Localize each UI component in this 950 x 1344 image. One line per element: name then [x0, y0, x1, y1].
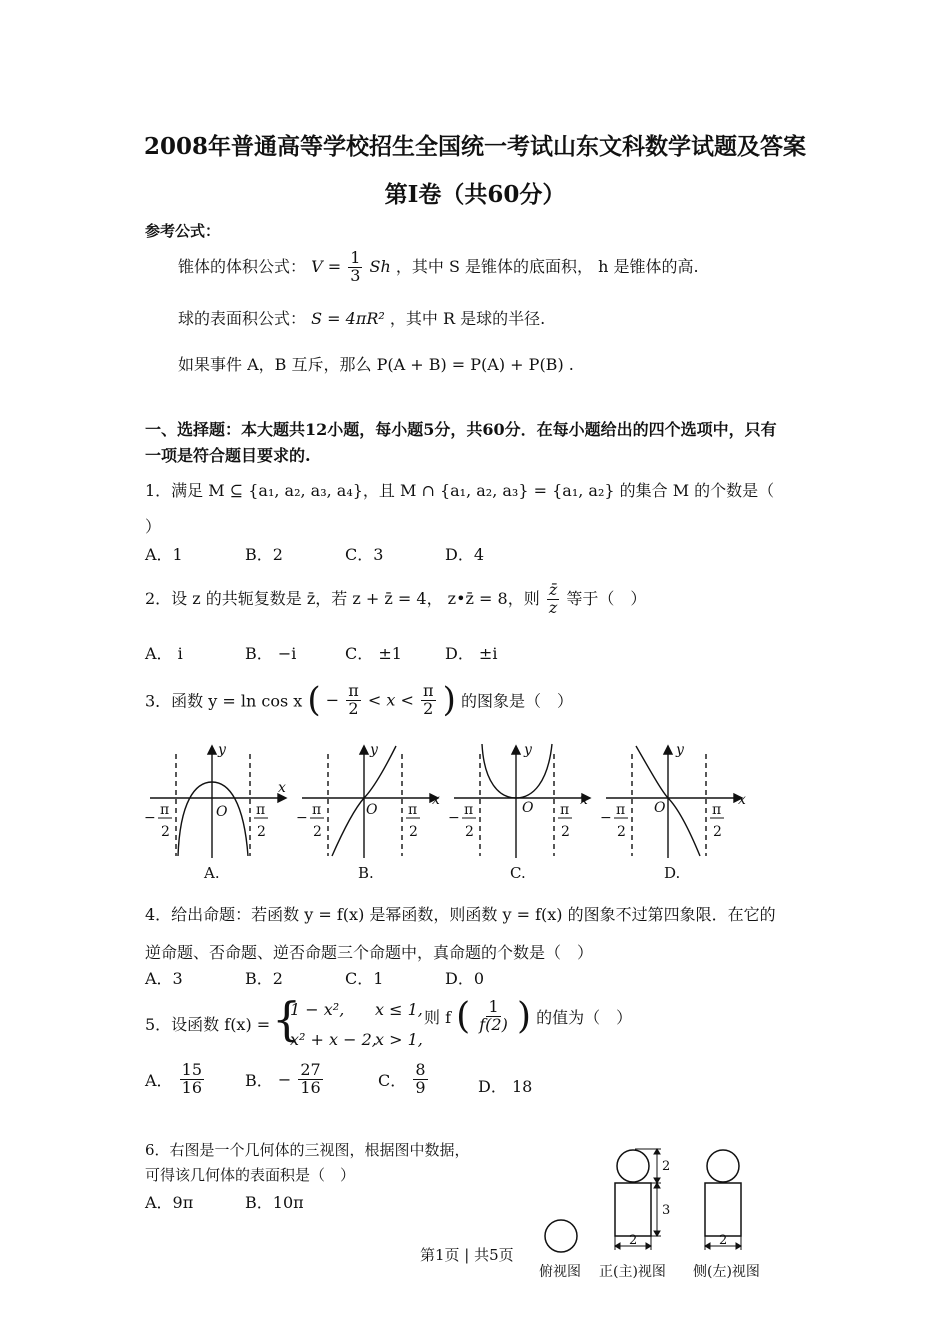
q1-option-b: B．2 [245, 545, 283, 564]
q3-mid: < x < [367, 690, 414, 710]
graph-a-x: x [278, 780, 286, 796]
section1-heading-line2: 一项是符合题目要求的. [145, 446, 311, 465]
sphere-prefix: 球的表面积公式： [178, 309, 307, 328]
q2-text-end: 等于（ ） [566, 588, 647, 608]
graph-a-label: A. [204, 864, 220, 882]
q2-fraction-den: z [548, 597, 558, 617]
tick-two: 2 [257, 824, 266, 840]
q5-option-b-sign: − [277, 1069, 292, 1089]
dim-sphere-height: 2 [662, 1159, 671, 1174]
tick-minus: − [600, 810, 612, 826]
q2-text: 2．设 z 的共轭复数是 z̄，若 z + z̄ = 4， z•z̄ = 8，则 [145, 588, 540, 608]
sphere-suffix: ，其中 R 是球的半径. [389, 309, 546, 328]
tick-two: 2 [465, 824, 474, 840]
page-title: 2008年普通高等学校招生全国统一考试山东文科数学试题及答案 [143, 133, 806, 160]
sphere-formula-line [178, 306, 545, 329]
cone-formula-right: Sh [369, 256, 391, 276]
cone-prefix: 锥体的体积公式： [178, 256, 307, 276]
page-footer: 第1页 | 共5页 [420, 1246, 514, 1264]
q3-line [145, 680, 573, 720]
tick-pi: π [616, 802, 626, 818]
formulas-heading: 参考公式： [145, 222, 221, 240]
q5-option-b-num: 27 [300, 1060, 321, 1079]
q5-option-b [245, 1062, 325, 1097]
q5-then: 则 f [424, 1008, 452, 1027]
q5-case2-cond: x > 1, [375, 1030, 423, 1049]
tick-pi: π [312, 802, 322, 818]
tick-two: 2 [409, 824, 418, 840]
q5-option-c-frac [413, 1062, 427, 1097]
graph-c-label: C. [510, 864, 526, 882]
front-view-label: 正(主)视图 [599, 1264, 666, 1280]
q5-option-b-label: B． [245, 1070, 273, 1090]
cone-suffix: ，其中 S 是锥体的底面积， h 是锥体的高. [395, 256, 699, 276]
q3-lhs: − [325, 690, 340, 710]
q5-option-d-label: D． [478, 1077, 507, 1096]
q1-option-c: C．3 [345, 545, 384, 564]
q5-inner-den: f(2) [479, 1015, 508, 1034]
tick-pi: π [160, 802, 170, 818]
q5-option-c-num: 8 [415, 1060, 426, 1079]
tick-minus: − [144, 810, 156, 826]
graph-b-o: O [366, 802, 378, 818]
q2-fraction-num: z̄ [548, 580, 558, 599]
q1-option-a: A．1 [145, 545, 183, 564]
tick-two: 2 [313, 824, 322, 840]
q5-option-d [478, 1074, 532, 1097]
q2-line [145, 582, 646, 617]
front-view-cylinder [615, 1183, 651, 1236]
q3-paren-open: ( [307, 680, 321, 720]
page-subtitle: 第Ⅰ卷（共60分） [384, 181, 566, 208]
tick-pi: π [408, 802, 418, 818]
tick-pi: π [464, 802, 474, 818]
cone-formula-left: V = [311, 256, 342, 276]
q2-option-a: A． i [145, 644, 183, 663]
cone-fraction [348, 250, 362, 285]
q4-line2: 逆命题、否命题、逆否命题三个命题中，真命题的个数是（ ） [145, 943, 594, 962]
graph-b-y: y [370, 742, 378, 758]
q5-case1-expr: 1 − x², [290, 1000, 345, 1019]
q5-option-a [145, 1062, 206, 1097]
dim-side-width: 2 [719, 1233, 728, 1248]
q2-fraction [547, 582, 559, 617]
q5-option-b-frac [298, 1062, 322, 1097]
q3-frac-right-num: π [422, 680, 434, 700]
top-view-label: 俯视图 [539, 1264, 581, 1280]
sphere-formula: S = 4πR² [311, 309, 385, 328]
q2-option-b: B． −i [245, 644, 297, 663]
q5-inner-fraction [477, 999, 510, 1034]
graph-d-y: y [676, 742, 684, 758]
q3-text-end: 的图象是（ ） [460, 691, 573, 711]
q5-option-a-frac [180, 1062, 204, 1097]
graph-d-label: D. [664, 864, 681, 882]
graph-a-curve [178, 782, 248, 856]
q5-option-c [378, 1062, 430, 1097]
tick-two: 2 [161, 824, 170, 840]
section1-heading-line1: 一、选择题：本大题共12小题，每小题5分，共60分．在每小题给出的四个选项中，只有 [145, 420, 777, 439]
q5-tail [424, 996, 632, 1037]
cone-fraction-den: 3 [350, 265, 361, 285]
events-formula-line: 如果事件 A，B 互斥，那么 P(A + B) = P(A) + P(B) . [178, 355, 574, 374]
graph-c-o: O [522, 800, 534, 816]
q1-text-cont: ） [145, 517, 162, 536]
tick-two: 2 [713, 824, 722, 840]
tick-pi: π [560, 802, 570, 818]
q3-graphs [140, 742, 760, 882]
dim-cylinder-height: 3 [662, 1203, 671, 1218]
graph-c-x: x [580, 792, 588, 808]
q5-option-d-value: 18 [511, 1077, 533, 1096]
q5-option-a-label: A． [145, 1070, 173, 1090]
q3-frac-left [346, 680, 361, 718]
q4-option-d: D．0 [445, 969, 485, 988]
front-view-sphere [617, 1150, 649, 1182]
q1-text: 1．满足 M ⊆ {a₁, a₂, a₃, a₄}，且 M ∩ {a₁, a₂, a₃} = {a₁, a₂} 的集合 M 的个数是（ [145, 481, 775, 500]
graph-b-label: B. [358, 864, 374, 882]
graph-a-o: O [216, 804, 228, 820]
graph-d-x: x [738, 792, 746, 808]
q3-frac-right [421, 680, 436, 718]
q3-frac-right-den: 2 [423, 698, 434, 718]
tick-pi: π [712, 802, 722, 818]
q5-suffix: 的值为（ ） [536, 1008, 633, 1027]
q5-option-c-den: 9 [415, 1077, 426, 1097]
q6-line2: 可得该几何体的表面积是（ ） [145, 1166, 356, 1184]
graph-a-y: y [218, 742, 226, 758]
q3-text-pre: 3．函数 y = ln cos x [145, 691, 303, 711]
graph-a [150, 746, 286, 858]
q6-line1: 6．右图是一个几何体的三视图，根据图中数据， [145, 1141, 470, 1159]
q5-option-c-label: C． [378, 1070, 407, 1090]
side-view-cylinder [705, 1183, 741, 1236]
q3-frac-left-num: π [348, 680, 359, 700]
side-view-sphere [707, 1150, 739, 1182]
top-view-circle [545, 1220, 577, 1252]
q2-option-c: C． ±1 [345, 644, 402, 663]
q5-paren-open: ( [456, 996, 471, 1037]
graph-c-y: y [524, 742, 532, 758]
q5-inner-num: 1 [488, 997, 499, 1017]
q6-three-view-figure [535, 1140, 785, 1280]
q5-case2-expr: x² + x − 2, [290, 1030, 377, 1049]
dim-front-width: 2 [629, 1233, 638, 1248]
q5-paren-close: ) [516, 996, 531, 1037]
q4-line1: 4．给出命题：若函数 y = f(x) 是幂函数，则函数 y = f(x) 的图象不过第四象限．在它的 [145, 905, 776, 924]
q5-brace: { [272, 992, 302, 1046]
q5-case1-cond: x ≤ 1, [375, 1000, 423, 1019]
cone-fraction-num: 1 [350, 248, 361, 267]
q4-option-c: C．1 [345, 969, 384, 988]
q1-option-d: D．4 [445, 545, 485, 564]
q3-frac-left-den: 2 [348, 698, 359, 718]
tick-two: 2 [561, 824, 570, 840]
tick-pi: π [256, 802, 266, 818]
q5-option-a-den: 16 [181, 1077, 203, 1097]
q6-option-a: A．9π [145, 1193, 194, 1212]
q5-prefix: 5．设函数 f(x) = [145, 1015, 271, 1034]
q3-paren-close: ) [442, 680, 456, 720]
graph-b-x: x [432, 792, 440, 808]
q4-option-b: B．2 [245, 969, 283, 988]
graph-d [606, 746, 742, 858]
graph-d-o: O [654, 800, 666, 816]
q5-option-b-den: 16 [300, 1077, 321, 1097]
side-view-label: 侧(左)视图 [693, 1264, 760, 1280]
tick-two: 2 [617, 824, 626, 840]
q2-option-d: D． ±i [445, 644, 498, 663]
q4-option-a: A．3 [145, 969, 183, 988]
tick-minus: − [448, 810, 460, 826]
q6-option-b: B．10π [245, 1193, 304, 1212]
cone-formula-line [178, 250, 699, 285]
q5-option-a-num: 15 [181, 1060, 203, 1079]
tick-minus: − [296, 810, 308, 826]
